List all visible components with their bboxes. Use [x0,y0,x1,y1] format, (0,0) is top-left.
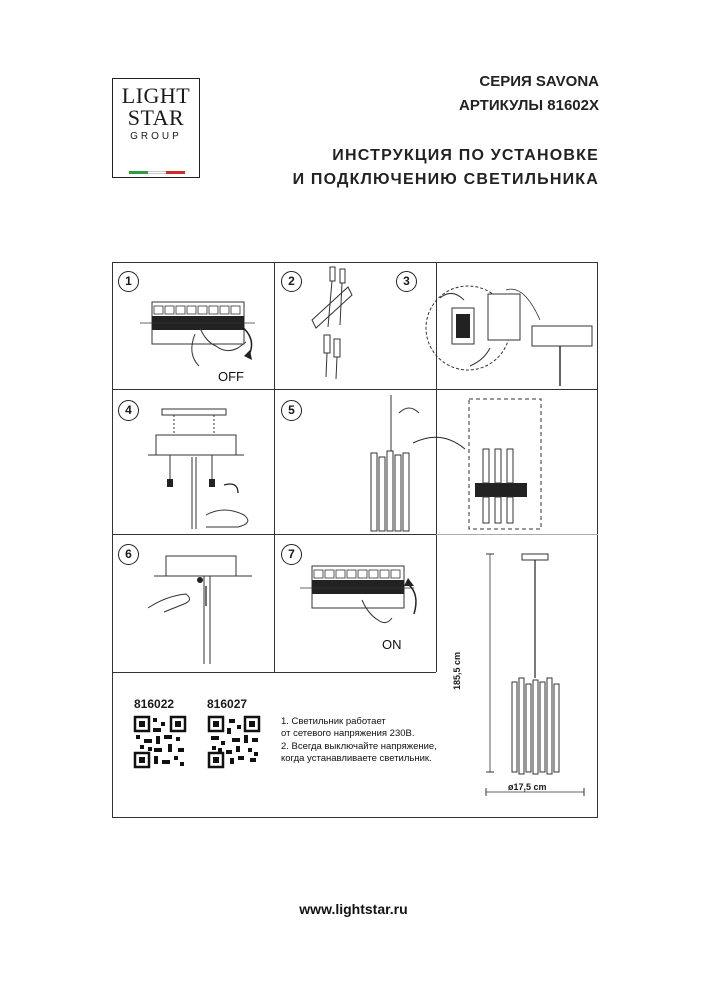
breaker-panel-on-illustration [290,560,430,650]
step-number-2: 2 [281,271,302,292]
crystal-assembly-illustration [365,395,595,533]
brand-logo [112,78,200,178]
qr-code-816022 [134,716,186,768]
product-dimension-drawing [460,548,590,800]
canopy-wiring-illustration [140,405,270,530]
step-number-4: 4 [118,400,139,421]
step-number-7: 7 [281,544,302,565]
grid-line [112,672,436,673]
step-number-1: 1 [118,271,139,292]
instruction-title-line1: ИНСТРУКЦИЯ ПО УСТАНОВКЕ [332,147,599,164]
article-number-816022: 816022 [134,697,175,711]
qr-code-816027 [208,716,260,768]
step7-on-label: ON [382,637,402,652]
note-line-1: 1. Светильник работает [281,716,386,727]
step-number-5: 5 [281,400,302,421]
grid-line [274,262,275,672]
step1-off-label: OFF [218,369,244,384]
italian-flag-stripe [129,171,185,174]
note-line-4: когда устанавливаете светильник. [281,753,432,764]
mounting-bracket-screws-illustration [300,265,360,385]
note-line-3: 2. Всегда выключайте напряжение, [281,741,437,752]
series-heading: СЕРИЯ SAVONA [479,73,599,90]
canopy-fixing-illustration [140,552,270,667]
note-line-2: от сетевого напряжения 230В. [281,728,415,739]
article-number-816027: 816027 [207,697,248,711]
step-number-3: 3 [396,271,417,292]
grid-line [112,534,436,535]
height-dimension-label: 185,5 cm [452,651,462,690]
website-link[interactable]: www.lightstar.ru [299,901,408,917]
breaker-panel-off-illustration [140,290,270,385]
articles-heading: АРТИКУЛЫ 81602X [459,97,599,114]
instruction-title-line2: И ПОДКЛЮЧЕНИЮ СВЕТИЛЬНИКА [292,171,599,188]
step-number-6: 6 [118,544,139,565]
grid-line [436,534,598,535]
grid-line [112,389,598,390]
logo-line-group: GROUP [130,131,182,142]
logo-line-light: LIGHT [121,83,191,108]
logo-line-star: STAR [127,105,185,130]
mounting-detail-illustration [420,278,595,388]
diameter-dimension-label: ø17,5 cm [508,782,547,792]
